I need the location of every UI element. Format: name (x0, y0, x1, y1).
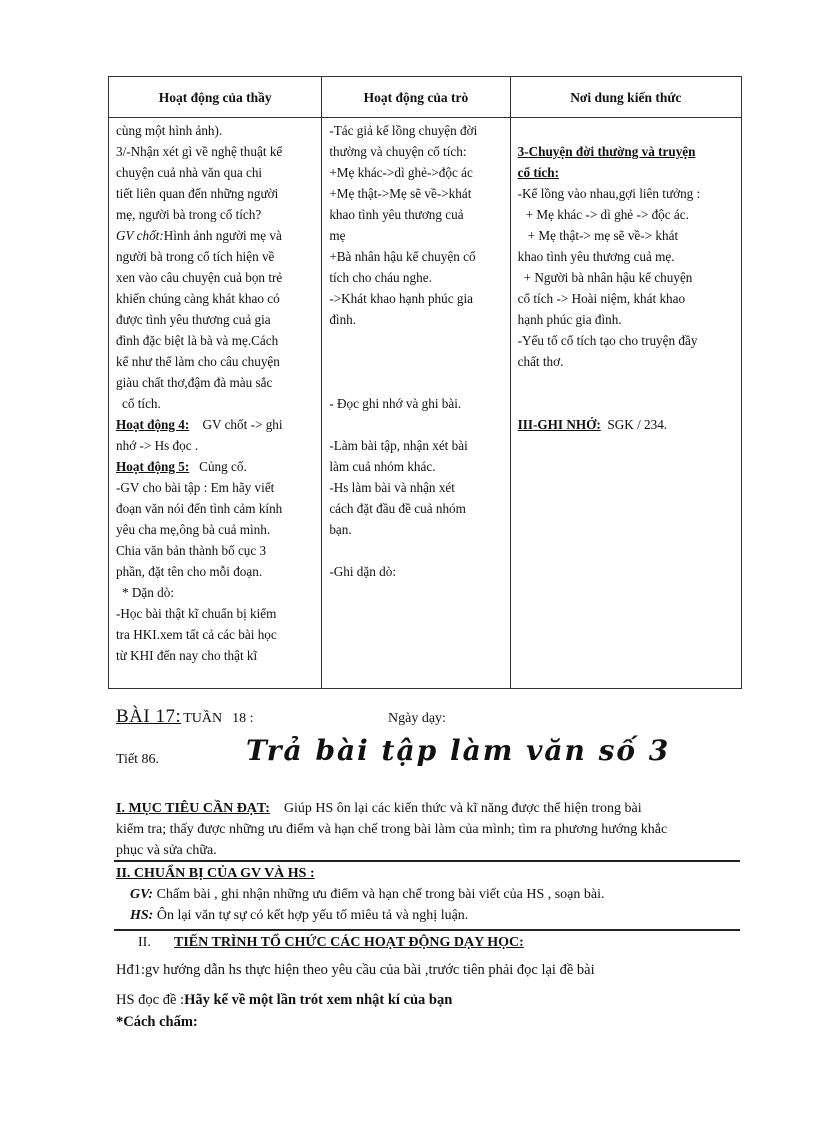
objectives-title: I. MỤC TIÊU CẦN ĐẠT: (116, 801, 270, 816)
objectives-text: phục và sửa chữa. (116, 843, 217, 858)
lesson-number: BÀI 17: (116, 706, 182, 727)
student-line: mẹ (329, 228, 346, 243)
content-line: khao tình yêu thương cuả mẹ. (517, 249, 675, 264)
teacher-line: yêu cha mẹ,ông bà cuả mình. (116, 522, 271, 537)
spacer (518, 120, 737, 141)
teacher-line-text: GV chốt -> ghi (202, 417, 283, 432)
teacher-line: tiết liên quan đến những người (116, 186, 279, 201)
student-line: đình. (329, 312, 357, 327)
teacher-line: nhớ -> Hs đọc . (116, 438, 199, 453)
activity-4-label: Hoạt động 4: (116, 417, 190, 432)
prompt-label: HS đọc đề : (116, 992, 185, 1008)
student-line: -Ghi dặn dò: (329, 564, 396, 579)
table-header-row (109, 77, 742, 118)
memorize-line (518, 414, 737, 435)
teacher-line: kể như thế làm cho câu chuyện (116, 354, 280, 369)
section-3-heading: 3-Chuyện đời thường và truyện (517, 144, 696, 159)
content-line: + Người bà nhân hậu kể chuyện (523, 270, 693, 285)
teacher-line: chuyện cuả nhà văn qua chi (116, 165, 263, 180)
table-row (109, 118, 742, 689)
teacher-line: người bà trong cổ tích hiện về (116, 249, 275, 264)
grading-label: *Cách chấm: (116, 1014, 198, 1030)
objectives-section (116, 798, 740, 861)
spacer (518, 393, 737, 414)
procedure-section (116, 932, 740, 953)
teacher-line: -Học bài thật kĩ chuẩn bị kiểm (116, 606, 277, 621)
knowledge-content-cell (510, 118, 741, 689)
teacher-line: được tình yêu thương cuả gia (116, 312, 271, 327)
teacher-line (116, 414, 317, 435)
procedure-number: II. (138, 935, 151, 950)
teacher-line-text: Củng cố. (199, 459, 247, 474)
student-activity-cell (322, 118, 510, 689)
content-line: + Mẹ thật-> mẹ sẽ về-> khát (527, 228, 679, 243)
teacher-line: -GV cho bài tập : Em hãy viết (116, 480, 275, 495)
teacher-line: đình đặc biệt là bà và mẹ.Cách (116, 333, 279, 348)
student-line: bạn. (329, 522, 352, 537)
teacher-line: mẹ, người bà trong cổ tích? (116, 207, 262, 222)
student-line: -Hs làm bài và nhận xét (329, 480, 455, 495)
objectives-text: kiểm tra; thấy được những ưu điểm và hạn chế trong bài làm của mình; tìm ra phương hướng khắc (116, 822, 668, 837)
week-label: TUẦN (183, 711, 223, 726)
student-line: khao tình yêu thương cuả (329, 207, 464, 222)
teacher-line: đoạn văn nói đến tình cảm kính (116, 501, 283, 516)
preparation-section (116, 863, 740, 926)
content-line: chất thơ. (517, 354, 564, 369)
teacher-line: cổ tích. (122, 396, 161, 411)
student-line: - Đọc ghi nhớ và ghi bài. (329, 396, 462, 411)
student-line: -Tác giả kể lồng chuyện đời (329, 123, 478, 138)
teacher-line (116, 456, 317, 477)
teaching-date: Ngày dạy: (388, 711, 446, 726)
student-line: +Mẹ khác->dì ghẻ->độc ác (329, 165, 473, 180)
divider (114, 929, 740, 931)
student-line: cách đặt đầu đề cuả nhóm (329, 501, 466, 516)
section-3-heading-cont: cổ tích: (517, 165, 560, 180)
week-value: 18 : (232, 711, 254, 726)
spacer (329, 414, 505, 435)
memorize-value: SGK / 234. (607, 417, 668, 432)
spacer (329, 540, 505, 561)
content-line: + Mẹ khác -> dì ghẻ -> độc ác. (525, 207, 689, 222)
header-teacher: Hoạt động của thầy (109, 77, 322, 118)
hs-label: HS: (130, 908, 154, 923)
spacer (329, 330, 505, 351)
content-line: hạnh phúc gia đình. (517, 312, 622, 327)
gv-label: GV: (130, 887, 154, 902)
activity-5-label: Hoạt động 5: (116, 459, 190, 474)
content-line: -Yếu tố cổ tích tạo cho truyện đầy (517, 333, 698, 348)
teacher-line: 3/-Nhận xét gì về nghệ thuật kể (116, 144, 283, 159)
period-number: Tiết 86. (116, 752, 160, 767)
student-line: -Làm bài tập, nhận xét bài (329, 438, 468, 453)
teacher-line: Chia văn bản thành bố cục 3 (116, 543, 267, 558)
memorize-label: III-GHI NHỚ: (517, 417, 601, 432)
lesson-table (108, 76, 742, 689)
lesson-title: Trả bài tập làm văn số 3 (246, 734, 671, 767)
student-line: thường và chuyện cổ tích: (329, 144, 467, 159)
gv-conclusion-label: GV chốt: (116, 228, 164, 243)
activity-1: Hđ1:gv hướng dẫn hs thực hiện theo yêu cầu của bài ,trước tiên phải đọc lại đề bài (116, 962, 595, 978)
spacer (329, 372, 505, 393)
teacher-line (116, 225, 317, 246)
teacher-line: cùng một hình ảnh). (116, 123, 223, 138)
prompt-line (116, 990, 740, 1011)
hs-text: Ôn lại văn tự sự có kết hợp yếu tố miêu tả và nghị luận. (156, 908, 469, 923)
teacher-line: khiến chúng càng khát khao có (116, 291, 280, 306)
teacher-line: giàu chất thơ,đậm đà màu sắc (116, 375, 273, 390)
lesson-heading (116, 706, 254, 728)
teacher-line-text: Hình ảnh người mẹ và (163, 228, 282, 243)
procedure-title: TIẾN TRÌNH TỔ CHỨC CÁC HOẠT ĐỘNG DẠY HỌC: (174, 935, 524, 950)
header-student: Hoạt động của trò (322, 77, 510, 118)
spacer (329, 351, 505, 372)
preparation-title: II. CHUẨN BỊ CỦA GV VÀ HS : (116, 866, 315, 881)
student-line: tích cho cháu nghe. (329, 270, 432, 285)
teacher-line: * Dặn dò: (122, 585, 175, 600)
teacher-activity-cell (109, 118, 322, 689)
content-line: cổ tích -> Hoài niệm, khát khao (517, 291, 686, 306)
teacher-line: xen vào câu chuyện cuả bọn trẻ (116, 270, 283, 285)
spacer (518, 372, 737, 393)
prompt-value: Hãy kể về một lần trót xem nhật kí của bạn (184, 992, 453, 1008)
student-line: +Mẹ thật->Mẹ sẽ về->khát (329, 186, 472, 201)
teacher-line: phần, đặt tên cho mỗi đoạn. (116, 564, 263, 579)
teacher-line: tra HKI.xem tất cả các bài học (116, 627, 277, 642)
student-line: +Bà nhân hậu kể chuyện cổ (329, 249, 476, 264)
divider (114, 860, 740, 862)
header-content: Nơi dung kiến thức (510, 77, 741, 118)
gv-text: Chấm bài , ghi nhận những ưu điểm và hạn chế trong bài viết của HS , soạn bài. (156, 887, 605, 902)
student-line: làm cuả nhóm khác. (329, 459, 436, 474)
teacher-line: từ KHI đến nay cho thật kĩ (116, 648, 258, 663)
objectives-text: Giúp HS ôn lại các kiến thức và kĩ năng được thể hiện trong bài (283, 801, 642, 816)
content-line: -Kể lồng vào nhau,gợi liên tưởng : (517, 186, 701, 201)
student-line: ->Khát khao hạnh phúc gia (329, 291, 473, 306)
